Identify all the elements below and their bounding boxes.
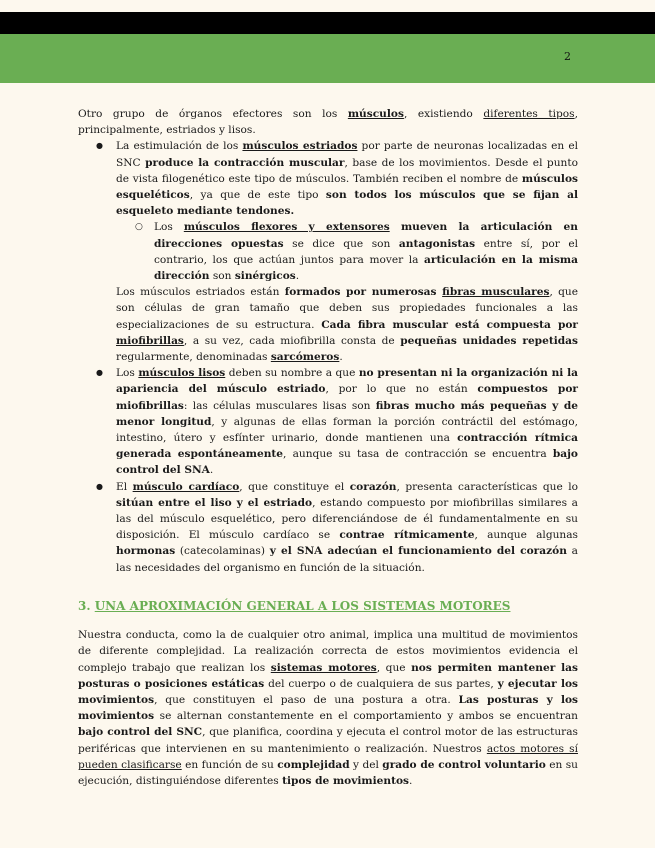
muscle-types-list — [78, 138, 578, 284]
sub-list — [116, 219, 578, 284]
muscle-types-list-2 — [78, 365, 578, 576]
header-black-bar — [0, 12, 655, 34]
list-item-estriados: ● La estimulación de los músculos estriados por parte de neuronas localizadas en el SNC produce la contracción muscular, base de los movimientos. Desde el punto de vista filogenético este tipo de músculos. También reciben el nombre de músculos esqueléticos, ya que de este tipo son todos los músculos que se fijan al esqueleto mediante tendones. ○ Los músculos flexores y extensores mueven la articulación en direcciones opuestas se dice que son antagonistas entre sí, por el contrario, los que actúan juntos para mover la articulación en la misma dirección son sinérgicos. — [116, 138, 578, 284]
list-item-lisos: ● Los músculos lisos deben su nombre a que no presentan ni la organización ni la apariencia del músculo estriado, por lo que no están compuestos por miofibrillas: las células musculares lisas son fibras mucho más pequeñas y de menor longitud, y algunas de ellas forman la porción contráctil del estómago, intestino, útero y esfínter urinario, donde mantienen una contracción rítmica generada espontáneamente, aunque su tasa de contracción se encuentra bajo control del SNA. — [116, 365, 578, 478]
estriados-detail-paragraph: Los músculos estriados están formados por numerosas fibras musculares, que son células de gran tamaño que deben sus propiedades funcionales a las especializaciones de su estructura. Cada fibra muscular está compuesta por miofibrillas, a su vez, cada miofibrilla consta de pequeñas unidades repetidas regularmente, denominadas sarcómeros. — [116, 286, 579, 364]
page-number: 2 — [564, 50, 571, 63]
header-green-bar — [0, 34, 655, 83]
document-body — [78, 106, 578, 789]
list-item-cardiaco: ● El músculo cardíaco, que constituye el corazón, presenta características que lo sitúan entre el liso y el estriado, estando compuesto por miofibrillas similares a las del músculo esquelético, pero diferenciándose de él fundamentalmente en su disposición. El músculo cardíaco se contrae rítmicamente, aunque algunas hormonas (catecolaminas) y el SNA adecúan el funcionamiento del corazón a las necesidades del organismo en función de la situación. — [116, 479, 578, 576]
motores-paragraph: Nuestra conducta, como la de cualquier otro animal, implica una multitud de movimientos de diferente complejidad. La realización correcta de estos movimientos evidencia el complejo trabajo que realizan los sistemas motores, que nos permiten mantener las posturas o posiciones estáticas del cuerpo o de cualquiera de sus partes, y ejecutar los movimientos, que constituyen el paso de una postura a otra. Las posturas y los movimientos se alternan constantemente en el comportamiento y ambos se encuentran bajo control del SNC, que planifica, coordina y ejecuta el control motor de las estructuras periféricas que intervienen en su mantenimiento o realización. Nuestros actos motores sí pueden clasificarse en función de su complejidad y del grado de control voluntario en su ejecución, distinguiéndose diferentes tipos de movimientos. — [78, 629, 578, 787]
section-heading: 3. UNA APROXIMACIÓN GENERAL A LOS SISTEMAS MOTORES — [78, 598, 511, 613]
list-item-flexores: ○ Los músculos flexores y extensores mueven la articulación en direcciones opuestas se dice que son antagonistas entre sí, por el contrario, los que actúan juntos para mover la articulación en la misma dirección son sinérgicos. — [154, 219, 578, 284]
intro-paragraph: Otro grupo de órganos efectores son los músculos, existiendo diferentes tipos, principalmente, estriados y lisos. — [78, 108, 578, 137]
